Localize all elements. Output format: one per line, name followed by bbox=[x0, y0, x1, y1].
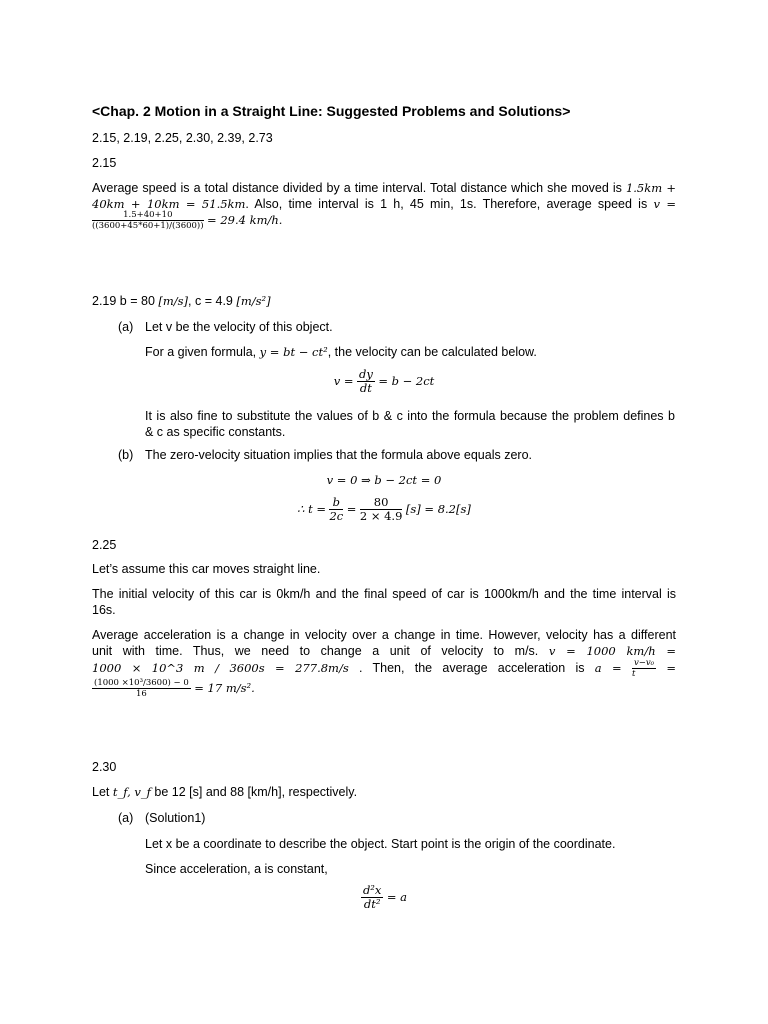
p219-b-value: 2.19 b = 80 bbox=[92, 294, 155, 308]
p219-formula-after: , the velocity can be calculated below. bbox=[327, 345, 537, 359]
p230-eq-num: d²x bbox=[362, 883, 382, 897]
p230-eq-right: = a bbox=[386, 889, 408, 904]
p225-a: a = bbox=[594, 660, 622, 675]
heading-2-19 bbox=[92, 294, 676, 308]
p230-let bbox=[92, 785, 676, 799]
p219-eq1-num: dy bbox=[358, 367, 373, 381]
p219-eq3-right: [s] = 8.2[s] bbox=[405, 501, 471, 516]
p225-line3c-math: 1000 × 10^3 m / 3600s = 277.8m/s bbox=[92, 660, 349, 675]
p225-para2 bbox=[92, 586, 676, 618]
p219-formula: y = bt − ct² bbox=[259, 345, 328, 359]
p225-line3c bbox=[92, 658, 676, 679]
p219-c-unit: [m/s²] bbox=[236, 294, 271, 308]
p230-let-math: t_f, v_f bbox=[112, 785, 151, 799]
p219-eq3-frac2 bbox=[360, 496, 403, 523]
p225-frac2-num: (1000 ×10³/3600) − 0 bbox=[94, 678, 189, 688]
p219-eq1-den: dt bbox=[359, 381, 372, 395]
p219-eq3-eq: = bbox=[346, 501, 357, 516]
p225-line2b: 16s. bbox=[92, 603, 116, 617]
p225-line3d bbox=[92, 678, 676, 699]
p230-coord-text: Let x be a coordinate to describe the object. Start point is the origin of the coordinate. bbox=[145, 837, 616, 851]
p219-eq1-frac bbox=[357, 368, 375, 395]
p219-formula-line bbox=[145, 345, 675, 359]
p225-frac1 bbox=[632, 658, 656, 679]
p225-line3a: Average acceleration is a change in velocity over a change in time. However, velocity has a different bbox=[92, 628, 676, 642]
p219-b-label: (b) bbox=[118, 448, 134, 462]
p219-b-text: The zero-velocity situation implies that the formula above equals zero. bbox=[145, 448, 532, 462]
p219-b-unit: [m/s] bbox=[158, 294, 189, 308]
p225-frac2-den: 16 bbox=[135, 689, 147, 699]
p219-eq3-den1: 2c bbox=[329, 509, 344, 523]
p219-eq3-num1: b bbox=[329, 496, 343, 510]
p215-v: v = bbox=[653, 197, 676, 211]
p215-line1-text: Average speed is a total distance divided by a time interval. Total distance which she moved is bbox=[92, 181, 622, 195]
p219-eq3 bbox=[0, 496, 768, 523]
p225-line3b bbox=[92, 643, 676, 659]
heading-2-30: 2.30 bbox=[92, 760, 117, 774]
p225-line3b-math: v = 1000 km/h = bbox=[548, 644, 676, 658]
p219-a-text: Let v be the velocity of this object. bbox=[145, 320, 333, 334]
p215-line1-math: 1.5km + bbox=[625, 181, 676, 195]
p230-let-pre: Let bbox=[92, 785, 110, 799]
p230-eq-den: dt² bbox=[363, 897, 381, 911]
p215-line1 bbox=[92, 180, 676, 196]
p225-line1: Let’s assume this car moves straight line. bbox=[92, 562, 321, 576]
p225-frac2 bbox=[92, 678, 191, 699]
p225-line3c-text: . Then, the average acceleration is bbox=[359, 660, 585, 675]
p215-line2-text: . Also, time interval is 1 h, 45 min, 1s. Therefore, average speed is bbox=[245, 197, 648, 211]
p215-result: = 29.4 km/h. bbox=[207, 212, 283, 227]
p215-line3 bbox=[92, 210, 676, 231]
p230-let-post: be 12 [s] and 88 [km/h], respectively. bbox=[154, 785, 358, 799]
p219-eq2: v = 0 ⇒ b − 2ct = 0 bbox=[326, 473, 442, 487]
p230-a-label: (a) bbox=[118, 811, 134, 825]
heading-2-15: 2.15 bbox=[92, 156, 117, 170]
heading-2-25: 2.25 bbox=[92, 538, 117, 552]
p215-line2-math: 40km + 10km = 51.5km bbox=[92, 197, 246, 211]
problem-list: 2.15, 2.19, 2.25, 2.30, 2.39, 2.73 bbox=[92, 131, 273, 145]
p225-result: = 17 m/s². bbox=[194, 680, 255, 695]
p219-eq1 bbox=[0, 368, 768, 395]
p225-frac1-after: = bbox=[666, 660, 676, 675]
p219-note-line1: It is also fine to substitute the values of b & c into the formula because the problem defines b bbox=[145, 409, 675, 423]
p215-frac-den: ((3600+45*60+1)/(3600)) bbox=[92, 221, 204, 231]
p225-line3b-text: unit with time. Thus, we need to change a unit of velocity to m/s. bbox=[92, 644, 539, 658]
p219-eq3-den2: 2 × 4.9 bbox=[359, 509, 403, 523]
page-title: <Chap. 2 Motion in a Straight Line: Suggested Problems and Solutions> bbox=[92, 103, 571, 119]
p230-eq-frac bbox=[361, 884, 383, 911]
p215-frac-num: 1.5+40+10 bbox=[92, 210, 204, 221]
p230-eq bbox=[0, 884, 768, 911]
p219-a-label: (a) bbox=[118, 320, 134, 334]
p219-eq3-num2: 80 bbox=[360, 496, 403, 510]
p219-note-line2: & c as specific constants. bbox=[145, 425, 286, 439]
p230-a-text: (Solution1) bbox=[145, 811, 206, 825]
p219-eq3-frac1 bbox=[329, 496, 343, 523]
p219-note bbox=[145, 408, 675, 440]
p219-eq1-left: v = bbox=[333, 373, 354, 388]
p219-c-value: , c = 4.9 bbox=[188, 294, 233, 308]
p230-since-text: Since acceleration, a is constant, bbox=[145, 862, 328, 876]
p219-eq1-right: = b − 2ct bbox=[378, 373, 435, 388]
p225-frac1-den: t bbox=[631, 669, 636, 679]
p215-fraction bbox=[92, 210, 204, 231]
p219-eq3-left: ∴ t = bbox=[297, 501, 326, 516]
p225-frac1-num: v−v₀ bbox=[633, 658, 655, 668]
p225-line2a: The initial velocity of this car is 0km/h and the final speed of car is 1000km/h and the time interval is bbox=[92, 587, 676, 601]
p219-formula-intro: For a given formula, bbox=[145, 345, 257, 359]
